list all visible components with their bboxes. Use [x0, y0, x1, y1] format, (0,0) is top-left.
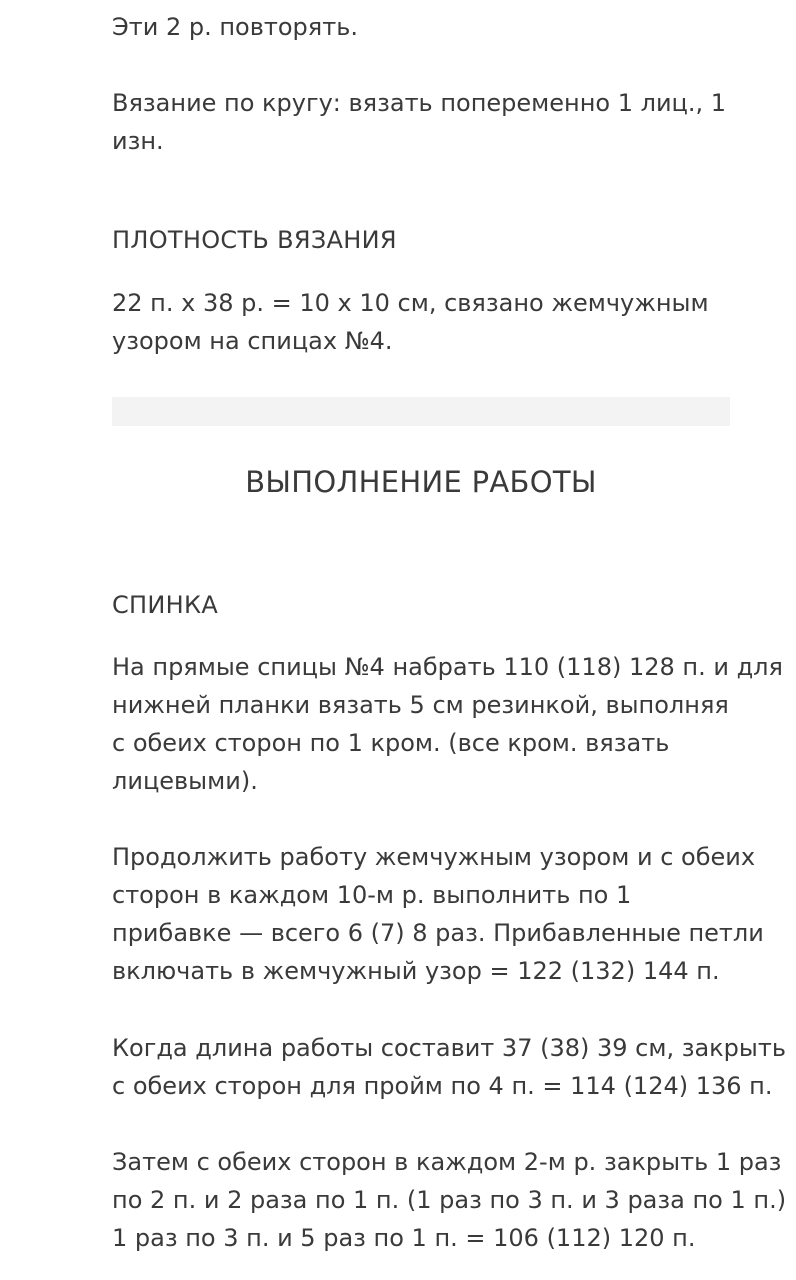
gauge-line-1: 22 п. х 38 р. = 10 х 10 см, связано жемчужным [112, 289, 709, 317]
back-heading: СПИНКА [112, 591, 219, 619]
circular-knitting-line-2: изн. [112, 127, 164, 155]
paragraph-line: с обеих сторон по 1 кром. (все кром. вязать [112, 729, 670, 757]
paragraph-line: На прямые спицы №4 набрать 110 (118) 128 п. и для [112, 653, 783, 681]
paragraph-line: Продолжить работу жемчужным узором и с обеих [112, 843, 756, 871]
paragraph-line: лицевыми). [112, 767, 258, 795]
section-divider [112, 397, 730, 426]
paragraph-line: нижней планки вязать 5 см резинкой, выполняя [112, 691, 729, 719]
paragraph-line: с обеих сторон для пройм по 4 п. = 114 (124) 136 п. [112, 1072, 773, 1100]
paragraph-line: сторон в каждом 10-м р. выполнить по 1 [112, 881, 632, 909]
paragraph-line: 1 раз по 3 п. и 5 раз по 1 п. = 106 (112) 120 п. [112, 1224, 696, 1252]
paragraph-line: включать в жемчужный узор = 122 (132) 144 п. [112, 957, 720, 985]
main-heading: ВЫПОЛНЕНИЕ РАБОТЫ [245, 465, 597, 499]
circular-knitting-line-1: Вязание по кругу: вязать попеременно 1 лиц., 1 [112, 89, 727, 117]
paragraph-line: прибавке — всего 6 (7) 8 раз. Прибавленные петли [112, 919, 764, 947]
paragraph-line: Затем с обеих сторон в каждом 2-м р. закрыть 1 раз [112, 1148, 782, 1176]
gauge-line-2: узором на спицах №4. [112, 327, 393, 355]
paragraph-line: Когда длина работы составит 37 (38) 39 см, закрыть [112, 1034, 786, 1062]
gauge-heading: ПЛОТНОСТЬ ВЯЗАНИЯ [112, 226, 397, 254]
repeat-text: Эти 2 р. повторять. [112, 13, 358, 41]
paragraph-line: по 2 п. и 2 раза по 1 п. (1 раз по 3 п. и 3 раза по 1 п.) [112, 1186, 787, 1214]
